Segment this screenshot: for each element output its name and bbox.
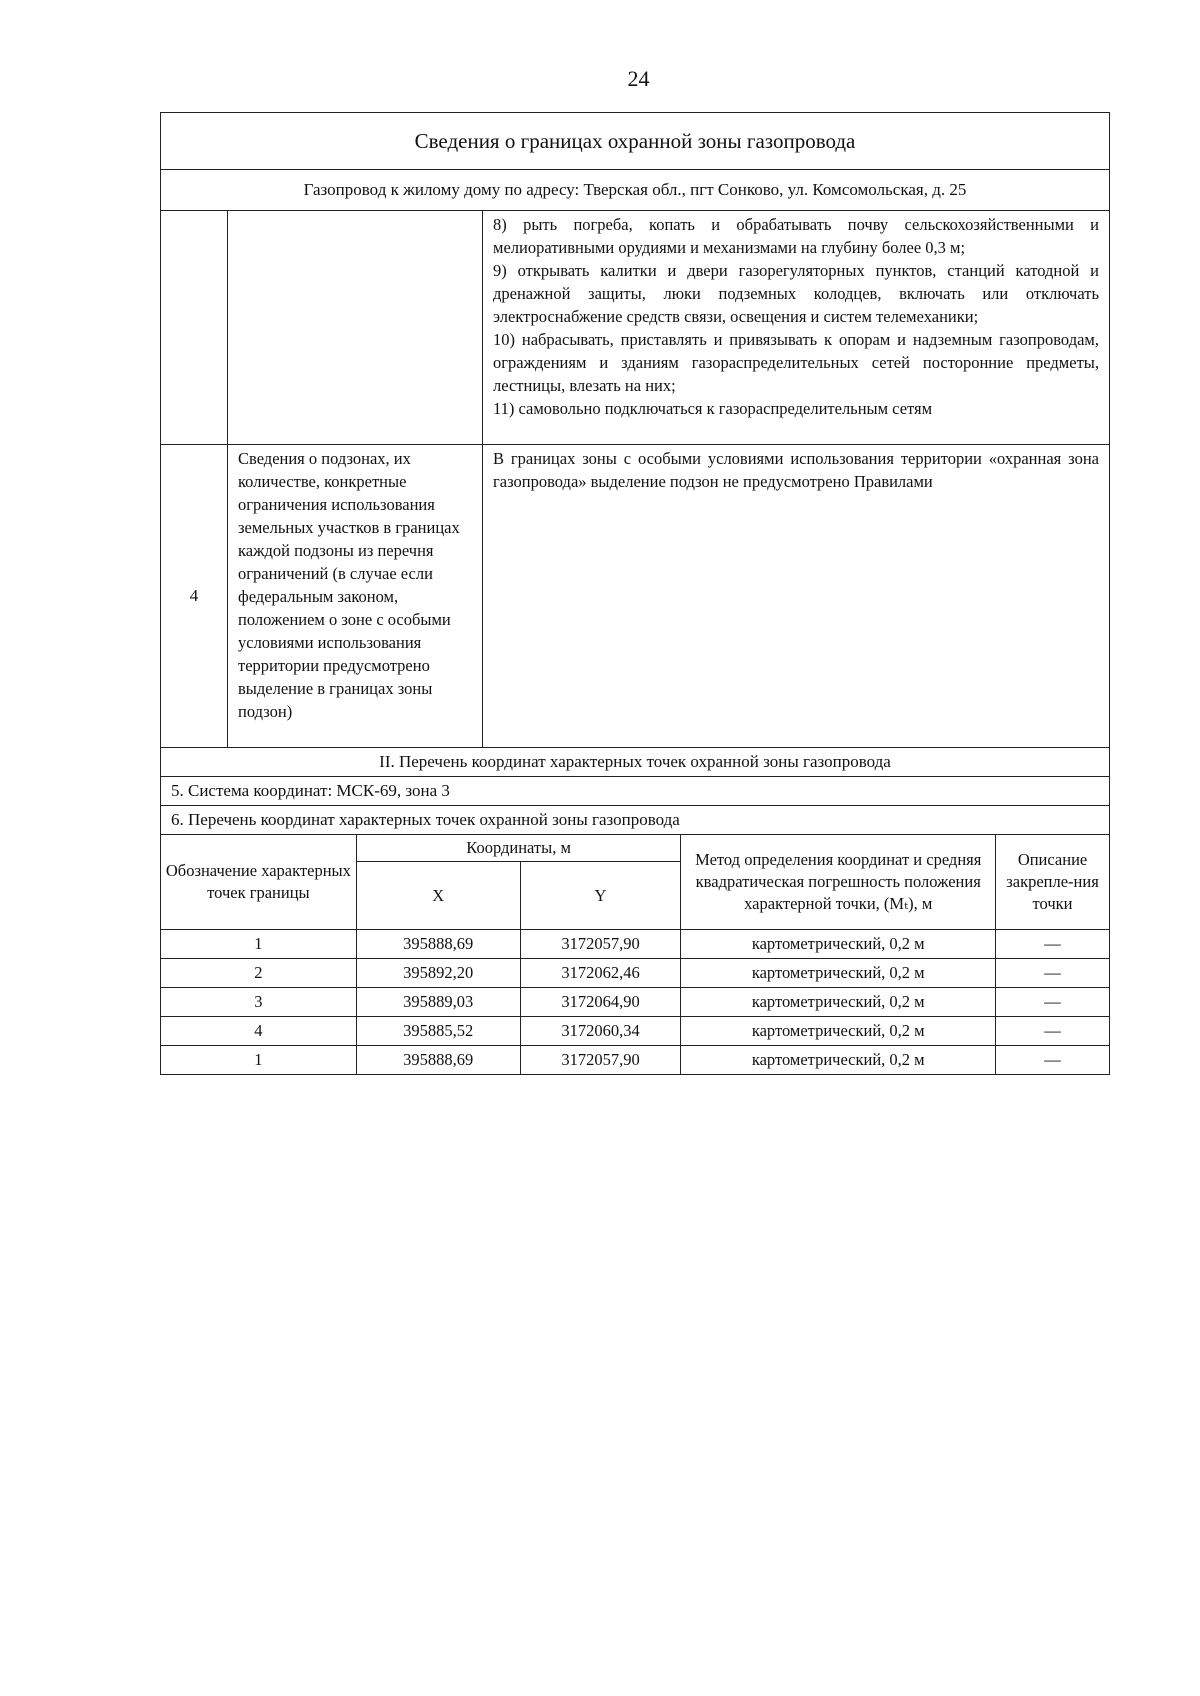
row-number: 4 bbox=[161, 445, 228, 747]
table-row bbox=[161, 988, 1110, 1017]
restriction-list bbox=[483, 211, 1109, 444]
row-label: Сведения о подзонах, их количестве, конкретные ограничения использования земельных участков в границах каждой подзоны из перечня ограничений (в случае если федеральным законом, положением о зоне с особыми условиями использования территории предусмотрено выделение в границах зоны подзон) bbox=[228, 445, 483, 747]
point-id: 3 bbox=[161, 988, 357, 1017]
table-row-subzones bbox=[161, 445, 1109, 748]
coordinates-table bbox=[160, 834, 1110, 1075]
point-fix: — bbox=[996, 959, 1110, 988]
point-fix: — bbox=[996, 1046, 1110, 1075]
point-method: картометрический, 0,2 м bbox=[681, 930, 996, 959]
point-y: 3172062,46 bbox=[520, 959, 681, 988]
header-method: Метод определения координат и средняя квадратическая погрешность положения характерной точки, (Mₜ), м bbox=[681, 835, 996, 930]
zone-info-table bbox=[160, 112, 1110, 834]
point-y: 3172060,34 bbox=[520, 1017, 681, 1046]
point-y: 3172057,90 bbox=[520, 930, 681, 959]
table-title: Сведения о границах охранной зоны газопровода bbox=[161, 113, 1109, 170]
restriction-item: 8) рыть погреба, копать и обрабатывать почву сельскохозяйственными и мелиоративными орудиями и механизмами на глубину более 0,3 м; bbox=[493, 215, 1099, 257]
header-x: X bbox=[356, 862, 520, 930]
point-x: 395885,52 bbox=[356, 1017, 520, 1046]
header-point: Обозначение характерных точек границы bbox=[161, 835, 357, 930]
point-x: 395888,69 bbox=[356, 930, 520, 959]
header-y: Y bbox=[520, 862, 681, 930]
point-y: 3172057,90 bbox=[520, 1046, 681, 1075]
header-fix: Описание закрепле-ния точки bbox=[996, 835, 1110, 930]
table-row-restrictions bbox=[161, 211, 1109, 445]
point-method: картометрический, 0,2 м bbox=[681, 959, 996, 988]
page-number: 24 bbox=[627, 66, 650, 91]
restriction-item: 10) набрасывать, приставлять и привязывать к опорам и надземным газопроводам, ограждениям и зданиям газораспределительных сетей посторонние предметы, лестницы, влезать на них; bbox=[493, 330, 1099, 395]
point-fix: — bbox=[996, 988, 1110, 1017]
point-id: 2 bbox=[161, 959, 357, 988]
table-row bbox=[161, 1046, 1110, 1075]
point-fix: — bbox=[996, 930, 1110, 959]
point-x: 395892,20 bbox=[356, 959, 520, 988]
point-x: 395888,69 bbox=[356, 1046, 520, 1075]
table-row bbox=[161, 959, 1110, 988]
points-list-title: 6. Перечень координат характерных точек охранной зоны газопровода bbox=[171, 810, 680, 829]
point-method: картометрический, 0,2 м bbox=[681, 1046, 996, 1075]
point-y: 3172064,90 bbox=[520, 988, 681, 1017]
point-id: 1 bbox=[161, 930, 357, 959]
row-label bbox=[228, 211, 483, 444]
coordinate-system: 5. Система координат: МСК-69, зона 3 bbox=[161, 777, 1109, 806]
restriction-item: 9) открывать калитки и двери газорегуляторных пунктов, станций катодной и дренажной защиты, люки подземных колодцев, включать или отключать электроснабжение средств связи, освещения и систем телемеханики; bbox=[493, 261, 1099, 326]
gas-pipeline-address: Газопровод к жилому дому по адресу: Тверская обл., пгт Сонково, ул. Комсомольская, д. 25 bbox=[161, 170, 1109, 211]
table-row bbox=[161, 1017, 1110, 1046]
point-id: 1 bbox=[161, 1046, 357, 1075]
row-number bbox=[161, 211, 228, 444]
point-method: картометрический, 0,2 м bbox=[681, 1017, 996, 1046]
point-id: 4 bbox=[161, 1017, 357, 1046]
point-fix: — bbox=[996, 1017, 1110, 1046]
restriction-item: 11) самовольно подключаться к газораспределительным сетям bbox=[493, 399, 933, 418]
point-method: картометрический, 0,2 м bbox=[681, 988, 996, 1017]
header-coords: Координаты, м bbox=[356, 835, 681, 862]
zone-info-sheet bbox=[160, 112, 1110, 1075]
section-2-title: II. Перечень координат характерных точек охранной зоны газопровода bbox=[161, 748, 1109, 777]
subzones-text: В границах зоны с особыми условиями использования территории «охранная зона газопровода» выделение подзон не предусмотрено Правилами bbox=[493, 449, 1099, 491]
point-x: 395889,03 bbox=[356, 988, 520, 1017]
table-row bbox=[161, 930, 1110, 959]
